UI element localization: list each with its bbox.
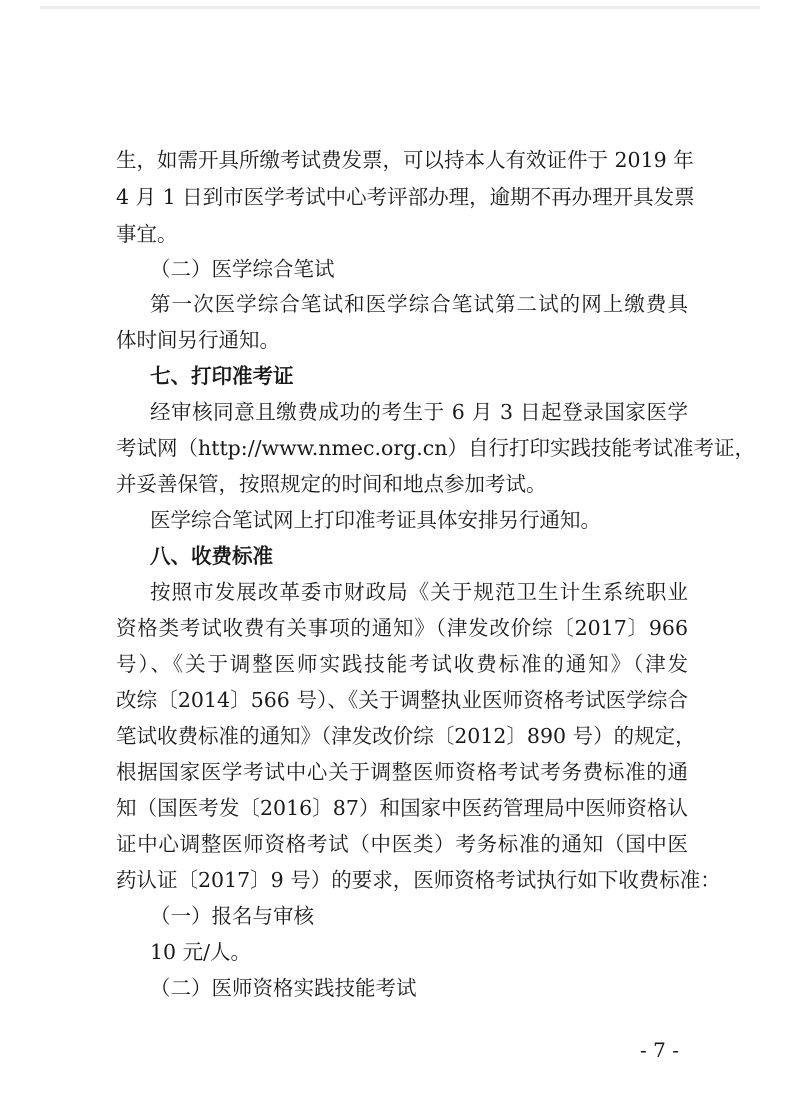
scan-edge xyxy=(40,6,760,9)
body-text-line: 并妥善保管，按照规定的时间和地点参加考试。 xyxy=(116,472,547,496)
body-text-line: 经审核同意且缴费成功的考生于 6 月 3 日起登录国家医学 xyxy=(150,400,688,424)
body-text-line: 证中心调整医师资格考试（中医类）考务标准的通知（国中医 xyxy=(116,832,688,856)
body-text-line: 4 月 1 日到市医学考试中心考评部办理，逾期不再办理开具发票 xyxy=(116,185,695,209)
section-heading: 八、收费标准 xyxy=(150,544,273,568)
page-number: - 7 - xyxy=(640,1038,679,1062)
body-text-line: 体时间另行通知。 xyxy=(116,328,280,352)
body-text-line: 事宜。 xyxy=(116,222,178,246)
body-text-line: 医学综合笔试网上打印准考证具体安排另行通知。 xyxy=(150,508,601,532)
body-text-line: 按照市发展改革委市财政局《关于规范卫生计生系统职业 xyxy=(150,580,688,604)
section-subheading: （二）医师资格实践技能考试 xyxy=(150,976,417,1000)
body-text-line: 考试网（http://www.nmec.org.cn）自行打印实践技能考试准考证， xyxy=(116,436,755,460)
body-text-line: 资格类考试收费有关事项的通知》（津发改价综〔2017〕966 xyxy=(116,616,688,640)
body-text-line: 药认证〔2017〕9 号）的要求，医师资格考试执行如下收费标准： xyxy=(116,868,721,892)
body-text-line: 知（国医考发〔2016〕87）和国家中医药管理局中医师资格认 xyxy=(116,796,688,820)
body-text-line: 10 元/人。 xyxy=(150,940,252,964)
body-text-line: 改综〔2014〕566 号）、《关于调整执业医师资格考试医学综合 xyxy=(116,688,688,712)
body-text-line: 根据国家医学考试中心关于调整医师资格考试考务费标准的通 xyxy=(116,760,688,784)
body-text-line: 生，如需开具所缴考试费发票，可以持本人有效证件于 2019 年 xyxy=(116,148,694,172)
body-text-line: 笔试收费标准的通知》（津发改价综〔2012〕890 号）的规定， xyxy=(116,724,696,748)
section-subheading: （一）报名与审核 xyxy=(150,904,314,928)
body-text-line: 第一次医学综合笔试和医学综合笔试第二试的网上缴费具 xyxy=(150,292,688,316)
section-heading: 七、打印准考证 xyxy=(150,364,294,388)
body-text-line: 号）、《关于调整医师实践技能考试收费标准的通知》（津发 xyxy=(116,652,688,676)
section-subheading: （二）医学综合笔试 xyxy=(150,257,335,281)
